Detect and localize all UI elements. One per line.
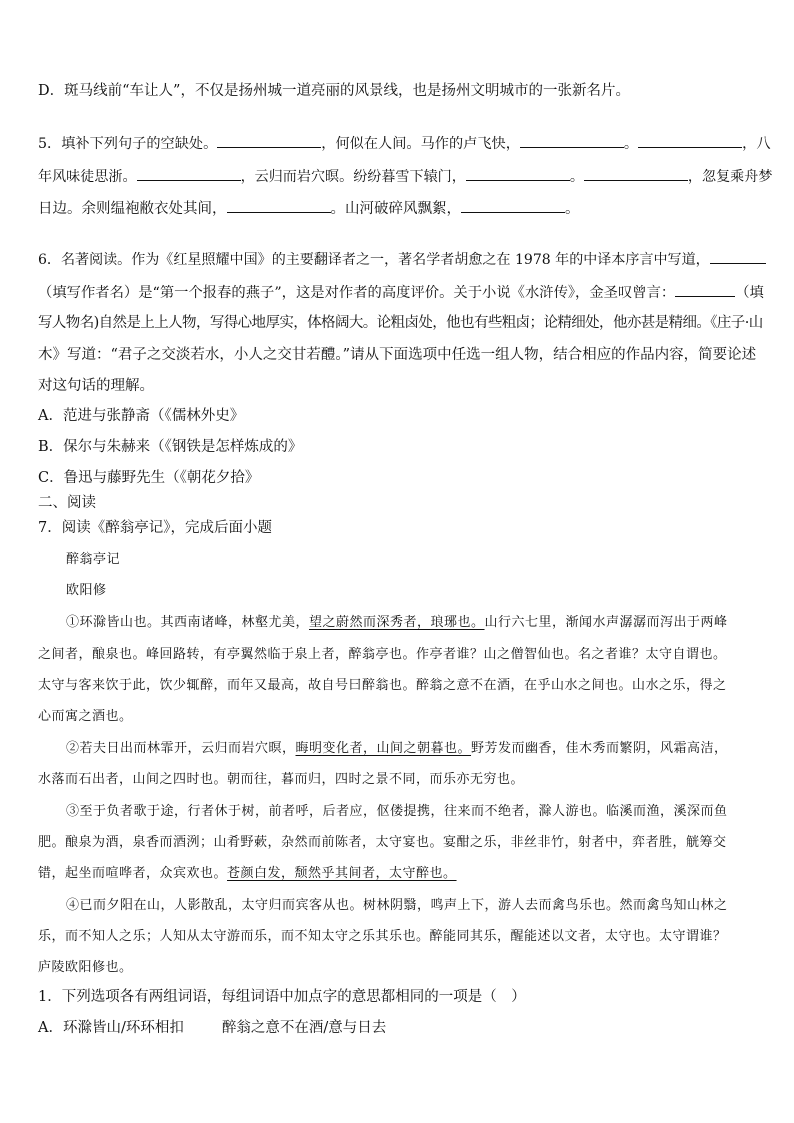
q6-option-c: C．鲁迅与藤野先生（《朝花夕拾》 xyxy=(38,470,260,486)
passage-p3-line-2: 肥。酿泉为酒，泉香而酒洌；山肴野蔌，杂然而前陈者，太守宴也。宴酣之乐，非丝非竹，射者中，弈者胜，觥筹交 xyxy=(38,835,727,850)
answer-blank[interactable] xyxy=(227,198,331,213)
passage-p4-line-1: ④已而夕阳在山，人影散乱，太守归而宾客从也。树林阴翳，鸣声上下，游人去而禽鸟乐也。然而禽鸟知山林之 xyxy=(66,898,728,913)
q5-line-1 xyxy=(38,133,771,153)
q5-text: 年风味徒思浙。 xyxy=(38,169,137,185)
option-text: A．环滁皆山/环环相扣 xyxy=(38,1020,184,1036)
q4-option-d: D．斑马线前“车让人”，不仅是扬州城一道亮丽的风景线，也是扬州文明城市的一张新名片。 xyxy=(38,83,630,99)
q6-option-a: A．范进与张静斋（《儒林外史》 xyxy=(38,408,245,424)
passage-p1-line-4: 心而寓之酒也。 xyxy=(38,709,133,724)
q5-text: 。 xyxy=(623,136,639,152)
passage-p3-line-3 xyxy=(38,865,457,883)
passage-p3-line-1: ③至于负者歌于途，行者休于树，前者呼，后者应，伛偻提携，往来而不绝者，滁人游也。临溪而渔，溪深而鱼 xyxy=(66,804,728,819)
q6-text: （填 xyxy=(735,285,764,301)
q5-text: 。 xyxy=(569,169,584,185)
q5-text: ，何似在人间。马作的卢飞快， xyxy=(321,136,520,152)
subquestion-1-option-a xyxy=(38,1019,386,1037)
underlined-sentence: 苍颜白发，颓然乎其间者，太守醉也。 xyxy=(227,866,457,881)
option-text: 醉翁之意不在酒/意与日去 xyxy=(221,1020,387,1036)
passage-p2-line-1 xyxy=(66,740,728,758)
passage-author: 欧阳修 xyxy=(66,583,107,598)
q6-line-2 xyxy=(38,282,764,302)
answer-blank[interactable] xyxy=(137,166,241,181)
answer-blank[interactable] xyxy=(461,198,565,213)
q6-line-3: 写人物名)自然是上上人物，写得心地厚实，体格阔大。论粗卤处，他也有些粗卤；论精细处，他亦甚是精细。《庄子·山 xyxy=(38,315,763,331)
underlined-sentence: 晦明变化者，山间之朝暮也。 xyxy=(295,741,472,756)
q6-line-5: 对这句话的理解。 xyxy=(38,378,154,394)
q6-line-4: 木》写道：“君子之交淡若水，小人之交甘若醴。”请从下面选项中任选一组人物，结合相应的作品内容，简要论述 xyxy=(38,347,757,363)
passage-p4-line-2: 乐，而不知人之乐；人知从太守游而乐，而不知太守之乐其乐也。醉能同其乐，醒能述以文者，太守也。太守谓谁？ xyxy=(38,929,727,944)
passage-p1-line-2: 之间者，酿泉也。峰回路转，有亭翼然临于泉上者，醉翁亭也。作亭者谁？山之僧智仙也。名之者谁？太守自谓也。 xyxy=(38,647,727,662)
passage-text: 错，起坐而喧哗者，众宾欢也。 xyxy=(38,866,228,881)
answer-blank[interactable] xyxy=(710,249,766,264)
underlined-sentence: 望之蔚然而深秀者，琅琊也。 xyxy=(309,615,485,630)
passage-text: ②若夫日出而林霏开，云归而岩穴暝， xyxy=(66,741,296,756)
q6-text: （填写作者名）是“第一个报春的燕子”，这是对作者的高度评价。关于小说《水浒传》，金圣叹曾言： xyxy=(38,285,676,301)
q5-text: 。山河破碎风飘絮， xyxy=(330,201,461,217)
answer-blank[interactable] xyxy=(584,166,688,181)
subquestion-1: 1．下列选项各有两组词语，每组词语中加点字的意思都相同的一项是（ ） xyxy=(38,989,526,1005)
passage-p2-line-2: 水落而石出者，山间之四时也。朝而往，暮而归，四时之景不同，而乐亦无穷也。 xyxy=(38,772,525,787)
passage-text: ①环滁皆山也。其西南诸峰，林壑尤美， xyxy=(66,615,310,630)
q5-line-2 xyxy=(38,166,772,186)
passage-title: 醉翁亭记 xyxy=(66,552,121,567)
passage-p4-line-3: 庐陵欧阳修也。 xyxy=(38,960,133,975)
passage-text: 野芳发而幽香，佳木秀而繁阴，风霜高洁， xyxy=(471,741,728,756)
q5-text: ，八 xyxy=(742,136,771,152)
passage-text: 山行六七里，渐闻水声潺潺而泻出于两峰 xyxy=(484,615,728,630)
q7-heading: 7．阅读《醉翁亭记》，完成后面小题 xyxy=(38,520,272,536)
answer-blank[interactable] xyxy=(520,133,624,148)
q6-line-1 xyxy=(38,249,766,269)
q5-text: ，忽复乘舟梦 xyxy=(687,169,773,185)
passage-p1-line-1 xyxy=(66,614,728,632)
q5-line-3 xyxy=(38,198,580,218)
section-heading: 二、阅读 xyxy=(38,495,96,511)
answer-blank[interactable] xyxy=(466,166,570,181)
answer-blank[interactable] xyxy=(217,133,321,148)
q6-option-b: B．保尔与朱赫来（《钢铁是怎样炼成的》 xyxy=(38,439,303,455)
q5-text: ，云归而岩穴暝。纷纷暮雪下辕门， xyxy=(240,169,466,185)
passage-p1-line-3: 太守与客来饮于此，饮少辄醉，而年又最高，故自号曰醉翁也。醉翁之意不在酒，在乎山水之间也。山水之乐，得之 xyxy=(38,678,727,693)
answer-blank[interactable] xyxy=(638,133,742,148)
q6-text: 6．名著阅读。作为《红星照耀中国》的主要翻译者之一，著名学者胡愈之在 1978 年的中译本序言中写道， xyxy=(38,252,710,268)
q5-text: 日边。余则缊袍敝衣处其间， xyxy=(38,201,227,217)
q5-text: 。 xyxy=(565,201,580,217)
q5-text: 5．填补下列句子的空缺处。 xyxy=(38,136,218,152)
answer-blank[interactable] xyxy=(675,282,735,297)
